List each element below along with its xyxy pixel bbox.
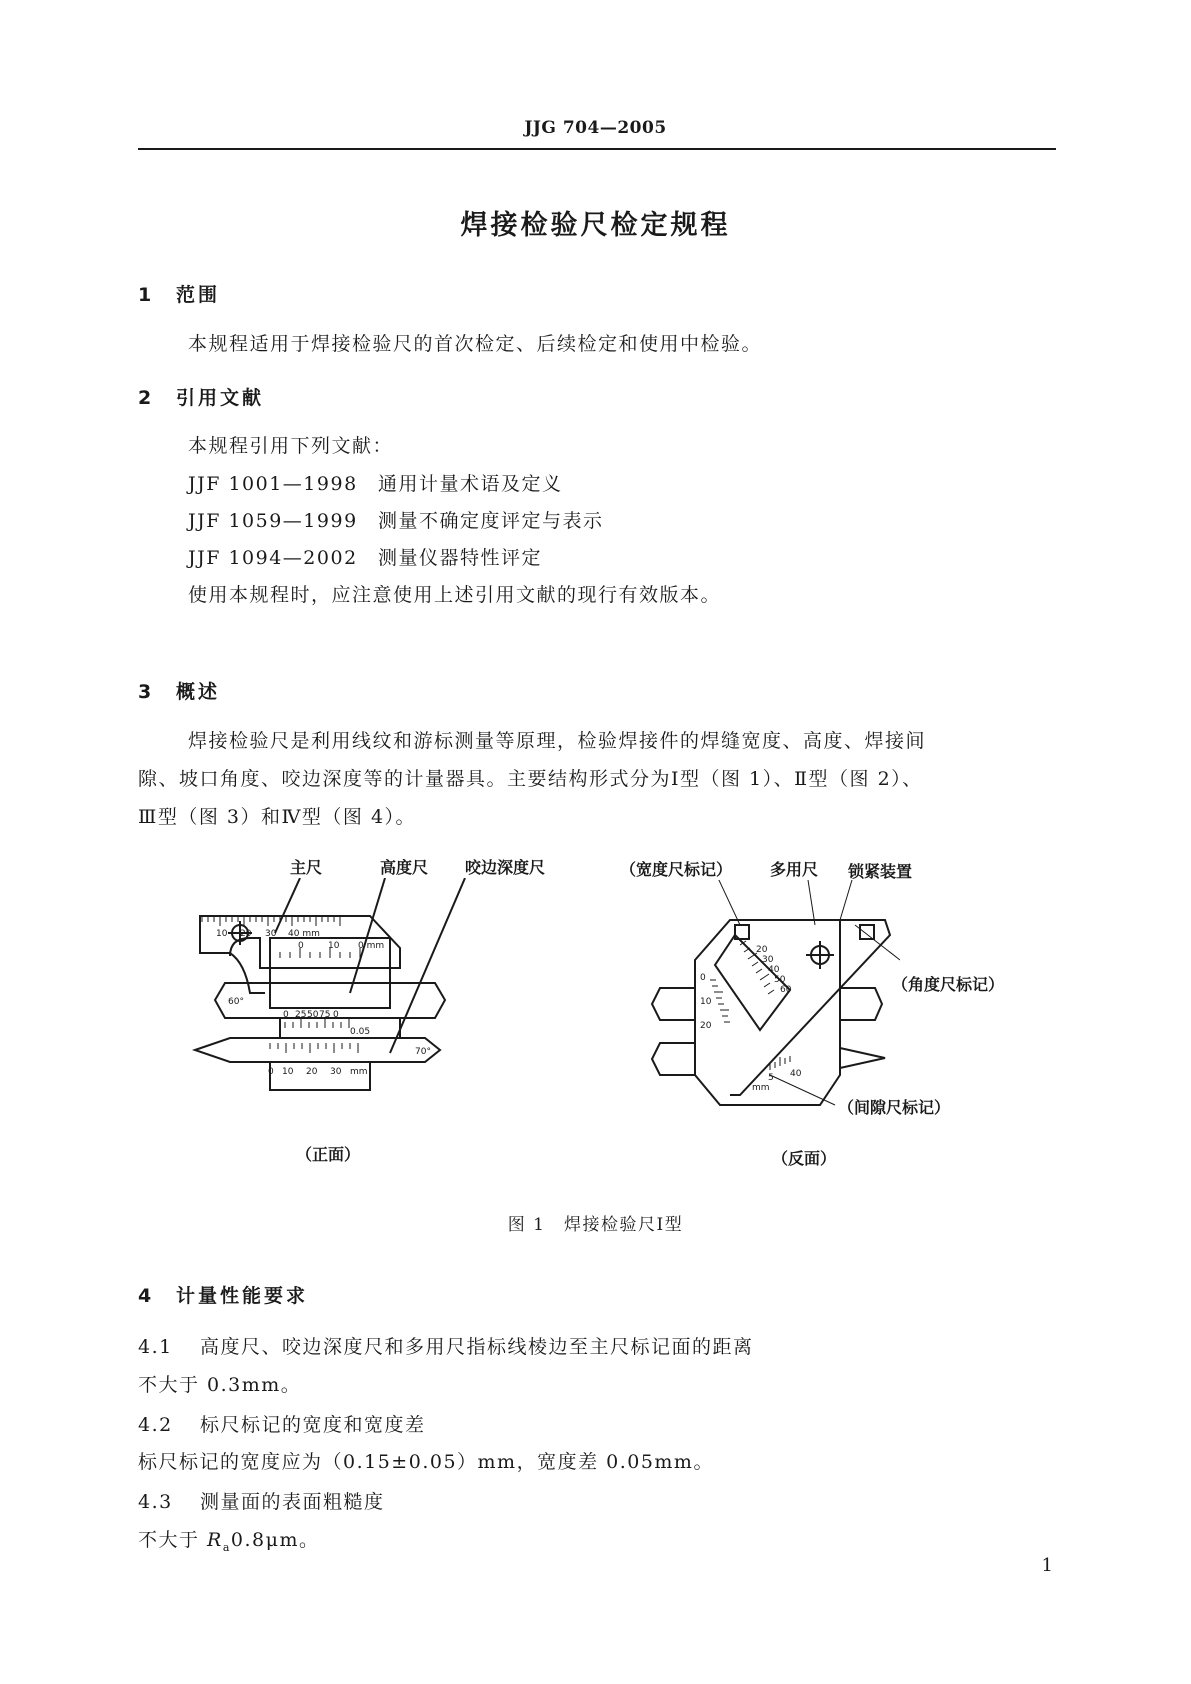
main-scale-ticks — [202, 916, 340, 926]
arc-scale-label: 20 — [756, 945, 768, 955]
scale-bottom-label: 0 — [268, 1067, 274, 1077]
reference-item — [188, 502, 604, 540]
scale-vernier-label: 0 — [333, 1010, 339, 1020]
subsection-4-3-text — [138, 1525, 320, 1554]
subsection-4-1-text: 不大于 0.3mm。 — [138, 1374, 302, 1396]
leader-undercut-ruler — [390, 878, 465, 1053]
reference-title: 测量仪器特性评定 — [378, 547, 543, 569]
multi-ruler-edge — [730, 920, 890, 1095]
back-caption: （反面） — [772, 1149, 837, 1168]
figure-caption: 图 1 焊接检验尺Ⅰ型 — [507, 1215, 684, 1235]
scale-height-label: 0 mm — [358, 941, 385, 951]
height-scale-ticks — [280, 948, 360, 958]
right-tab-upper — [840, 988, 882, 1020]
label-gap-mark: （间隙尺标记） — [838, 1098, 951, 1117]
section-4-number: 4 — [138, 1285, 152, 1307]
bottom-pointer — [195, 1038, 440, 1062]
vernier-value: 0.05 — [350, 1027, 371, 1037]
scale-bottom-label: 10 — [282, 1067, 294, 1077]
scale-bottom-label: 30 — [330, 1067, 342, 1077]
roughness-prefix: 不大于 — [138, 1529, 208, 1551]
subsection-4-2-text: 标尺标记的宽度应为（0.15±0.05）mm，宽度差 0.05mm。 — [138, 1451, 714, 1473]
label-lock: 锁紧装置 — [848, 862, 913, 881]
gap-scale-label: 40 — [790, 1069, 802, 1079]
reference-title: 测量不确定度评定与表示 — [378, 510, 604, 532]
section-3-line-2: 隙、坡口角度、咬边深度等的计量器具。主要结构形式分为Ⅰ型（图 1）、Ⅱ型（图 2）、 — [138, 768, 923, 790]
leader-height-ruler — [350, 878, 385, 993]
side-scale-label: 10 — [700, 997, 712, 1007]
label-width-mark: （宽度尺标记） — [620, 860, 733, 879]
subsection-number: 4.2 — [138, 1414, 173, 1436]
page-number: 1 — [1041, 1555, 1053, 1576]
leader-gap-mark — [770, 1075, 835, 1105]
subsection-4-1 — [138, 1332, 754, 1359]
subsection-title: 高度尺、咬边深度尺和多用尺指标线棱边至主尺标记面的距离 — [200, 1336, 754, 1358]
section-2-label: 引用文献 — [176, 387, 265, 409]
gap-scale-label: 5 — [768, 1073, 774, 1083]
section-4-label: 计量性能要求 — [176, 1285, 309, 1307]
angle-mark-corner — [860, 925, 874, 939]
label-multi-ruler: 多用尺 — [770, 860, 819, 879]
page-title: 焊接检验尺检定规程 — [460, 210, 731, 241]
gap-scale-ticks — [770, 1056, 790, 1070]
subsection-number: 4.1 — [138, 1336, 173, 1358]
reference-item — [188, 465, 563, 503]
section-2-heading — [138, 383, 264, 410]
side-scale-ticks — [710, 980, 730, 1022]
roughness-symbol: R — [207, 1529, 223, 1551]
scale-vernier-label: 25 — [295, 1010, 307, 1020]
section-1-text: 本规程适用于焊接检验尺的首次检定、后续检定和使用中检验。 — [188, 333, 763, 355]
bottom-scale-ticks — [270, 1043, 358, 1053]
vernier-block — [280, 1018, 400, 1038]
subsection-number: 4.3 — [138, 1491, 173, 1513]
front-view-diagram — [190, 878, 590, 1113]
section-3-line-1: 焊接检验尺是利用线纹和游标测量等原理，检验焊接件的焊缝宽度、高度、焊接间 — [188, 730, 927, 752]
scale-top-label: 20 — [240, 929, 252, 939]
header-rule — [138, 148, 1056, 150]
arc-scale-label: 30 — [762, 955, 774, 965]
front-caption: （正面） — [296, 1145, 361, 1164]
scale-top-label: 40 mm — [288, 929, 320, 939]
subsection-4-3 — [138, 1487, 385, 1514]
reference-code: JJF 1059—1999 — [188, 510, 358, 532]
section-2-note: 使用本规程时，应注意使用上述引用文献的现行有效版本。 — [188, 584, 722, 606]
subsection-4-2 — [138, 1410, 426, 1437]
leader-lock — [840, 880, 852, 920]
header-code: JJG 704—2005 — [524, 118, 667, 138]
section-3-label: 概述 — [176, 681, 221, 703]
reference-item — [188, 539, 542, 577]
right-tab-pointer — [840, 1048, 885, 1068]
scale-bottom-label: mm — [350, 1067, 368, 1077]
section-4-heading — [138, 1281, 308, 1308]
leader-main-ruler — [275, 878, 300, 933]
arc-scale-label: 50 — [774, 975, 786, 985]
section-1-number: 1 — [138, 284, 152, 306]
reference-code: JJF 1001—1998 — [188, 473, 358, 495]
angle-right-label: 70° — [415, 1047, 431, 1057]
leader-multi-ruler — [808, 880, 815, 925]
scale-height-label: 10 — [328, 941, 340, 951]
label-main-ruler: 主尺 — [290, 858, 323, 877]
scale-bottom-label: 20 — [306, 1067, 318, 1077]
section-3-line-3: Ⅲ型（图 3）和Ⅳ型（图 4）。 — [138, 806, 417, 828]
leader-angle-mark — [855, 925, 900, 960]
left-tab-lower — [652, 1043, 695, 1075]
subsection-title: 测量面的表面粗糙度 — [200, 1491, 385, 1513]
angle-left-label: 60° — [228, 997, 244, 1007]
gap-scale-label: mm — [752, 1083, 770, 1093]
label-angle-mark: （角度尺标记） — [892, 975, 1005, 994]
section-3-heading — [138, 677, 220, 704]
leader-width-mark — [718, 880, 740, 925]
reference-title: 通用计量术语及定义 — [378, 473, 563, 495]
scale-vernier-label: 0 — [283, 1010, 289, 1020]
left-tab-upper — [652, 988, 695, 1020]
subsection-title: 标尺标记的宽度和宽度差 — [200, 1414, 426, 1436]
scale-top-label: 10 — [216, 929, 228, 939]
label-undercut-ruler: 咬边深度尺 — [465, 858, 546, 877]
roughness-value: 0.8μm。 — [230, 1529, 320, 1551]
back-view-diagram — [640, 880, 900, 1110]
label-height-ruler: 高度尺 — [380, 858, 429, 877]
roughness-subscript: a — [222, 1540, 231, 1554]
section-2-number: 2 — [138, 387, 152, 409]
section-1-label: 范围 — [176, 284, 221, 306]
reference-code: JJF 1094—2002 — [188, 547, 358, 569]
scale-top-label: 30 — [265, 929, 277, 939]
side-scale-label: 0 — [700, 973, 706, 983]
section-2-intro: 本规程引用下列文献： — [188, 435, 394, 457]
scale-vernier-label: 50 — [307, 1010, 319, 1020]
section-3-number: 3 — [138, 681, 152, 703]
arc-scale-label: 60 — [780, 985, 792, 995]
side-scale-label: 20 — [700, 1021, 712, 1031]
scale-height-label: 0 — [298, 941, 304, 951]
section-1-heading — [138, 280, 220, 307]
arc-scale-label: 40 — [768, 965, 780, 975]
scale-vernier-label: 75 — [319, 1010, 331, 1020]
